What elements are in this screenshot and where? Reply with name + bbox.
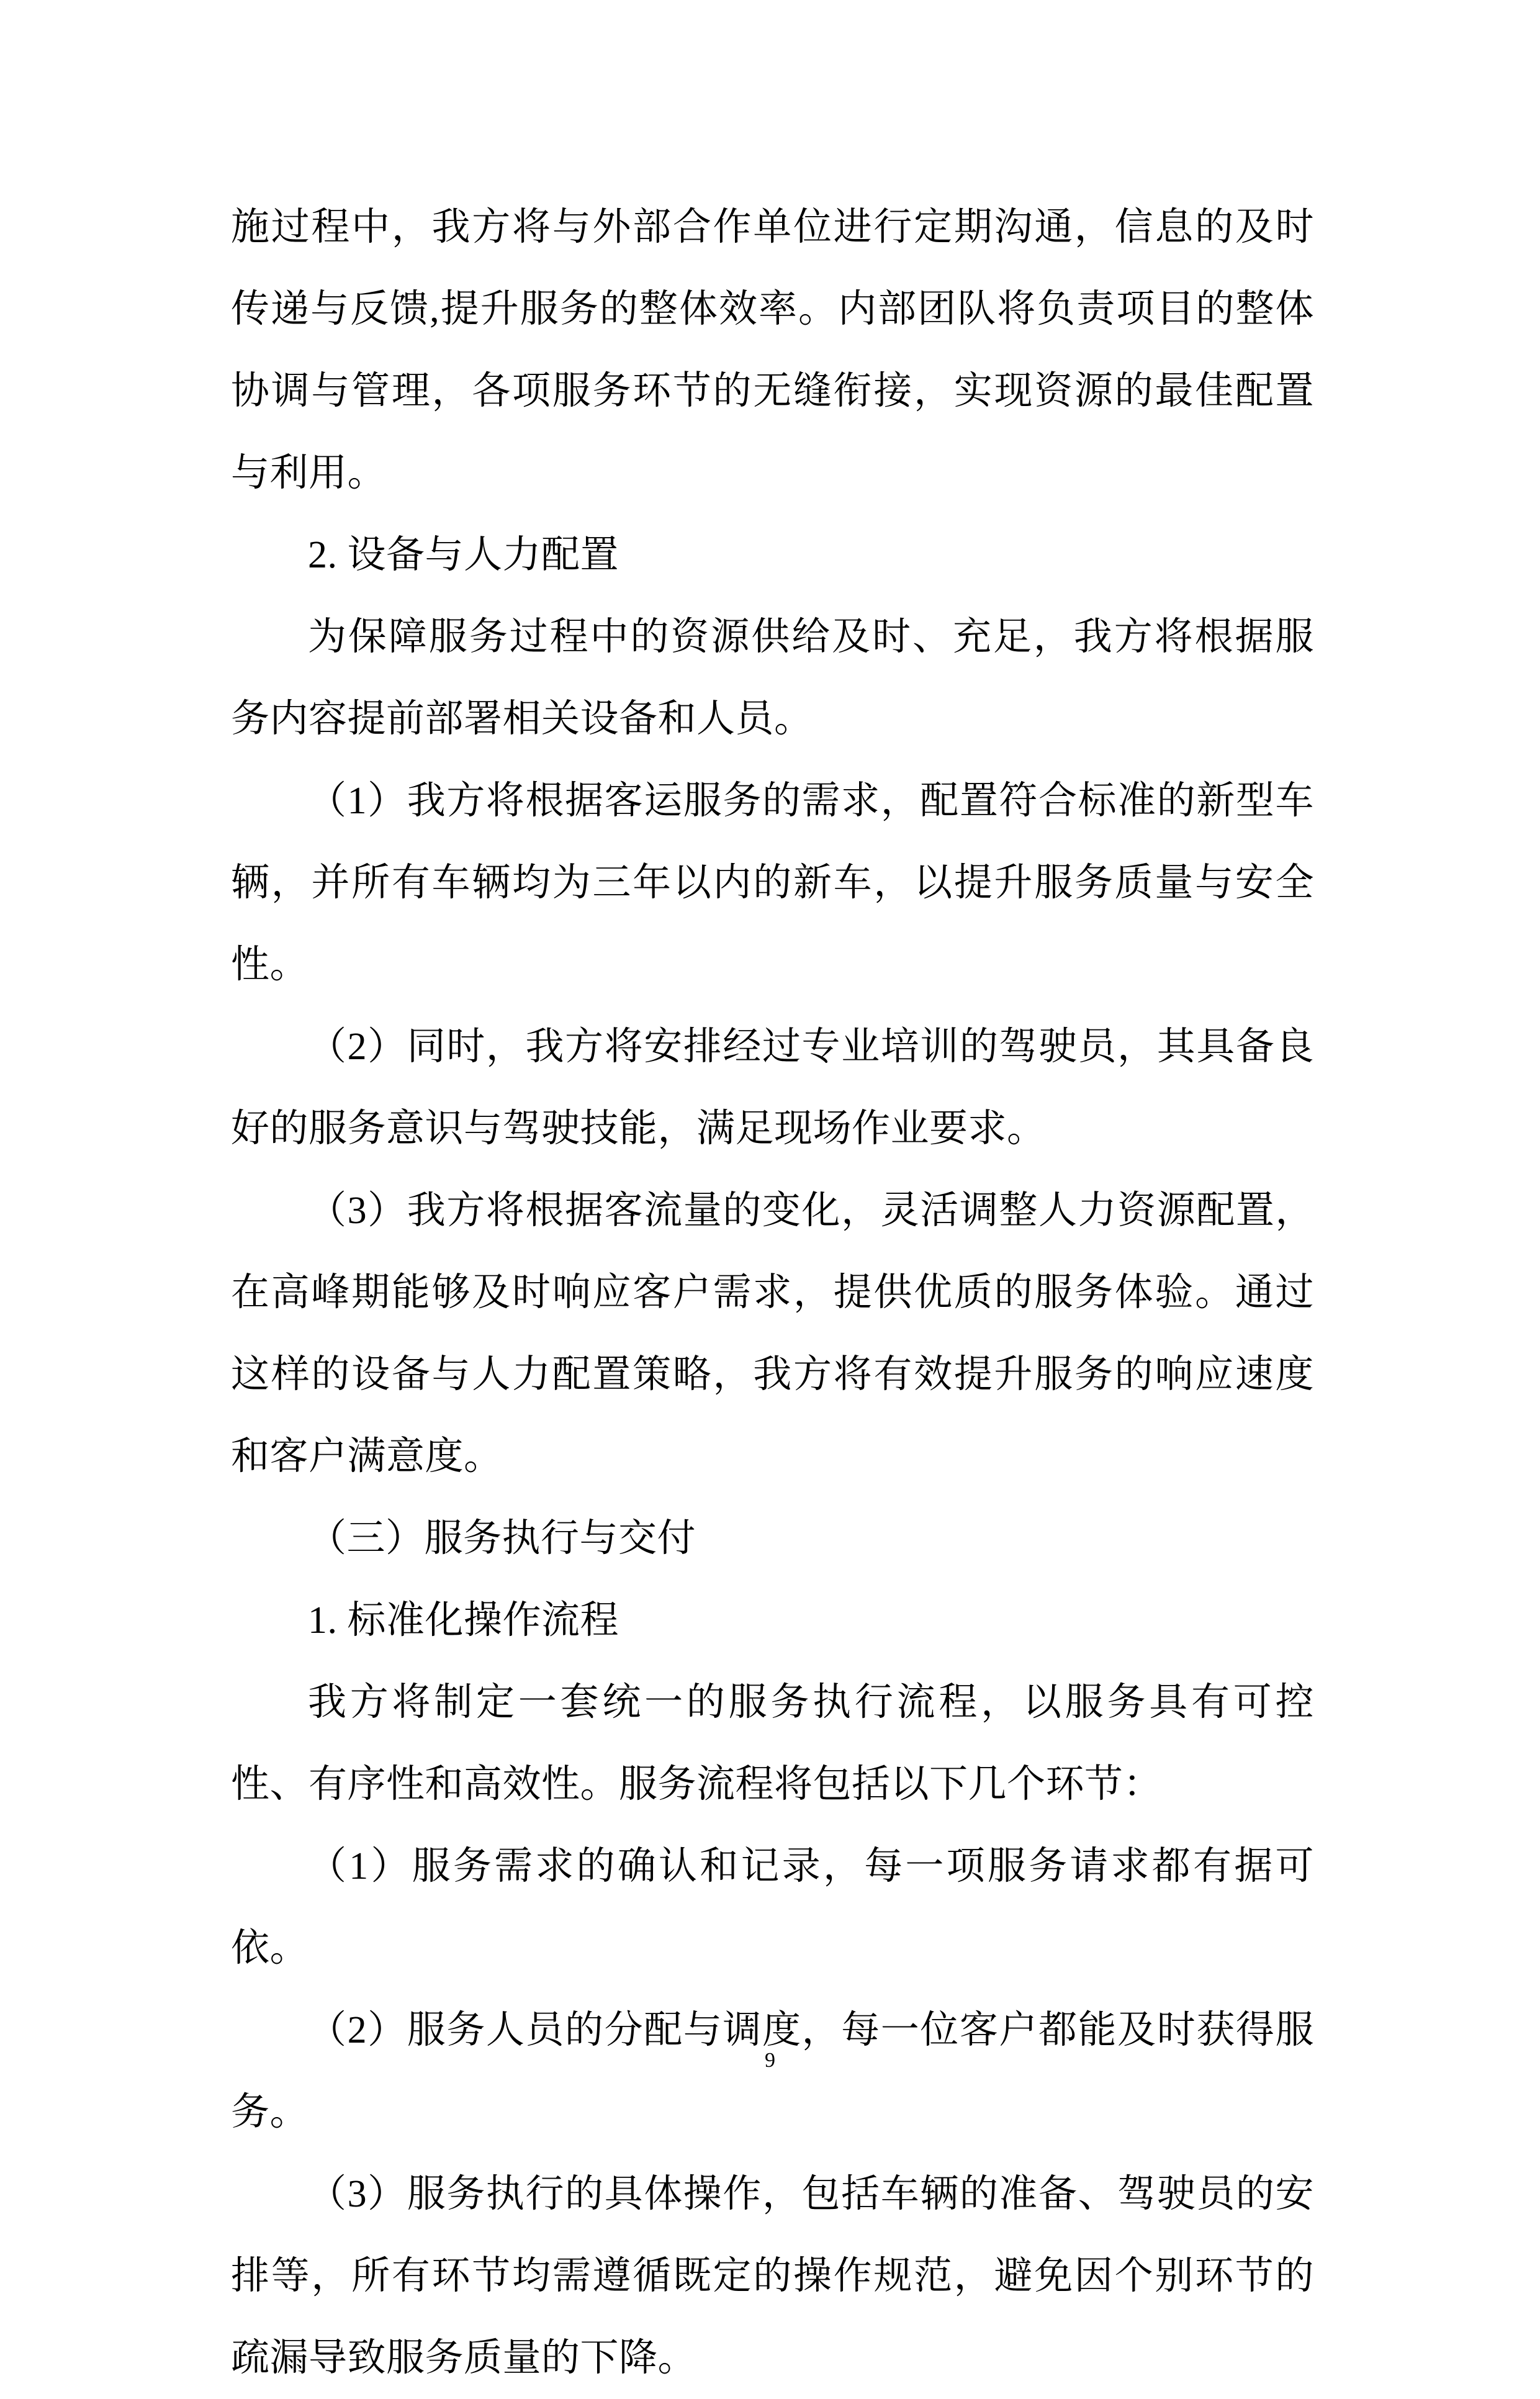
paragraph: 我方将制定一套统一的服务执行流程，以服务具有可控性、有序性和高效性。服务流程将包括以下几个环节： [231,1681,1314,1805]
paragraph: 1. 标准化操作流程 [308,1599,619,1642]
paragraph: 施过程中，我方将与外部合作单位进行定期沟通，信息的及时传递与反馈,提升服务的整体效率。内部团队将负责项目的整体协调与管理，各项服务环节的无缝衔接，实现资源的最佳配置与利用。 [231,206,1314,494]
paragraph: 2. 设备与人力配置 [308,534,619,576]
paragraph: （3）服务执行的具体操作，包括车辆的准备、驾驶员的安排等，所有环节均需遵循既定的操作规范，避免因个别环节的疏漏导致服务质量的下降。 [231,2173,1314,2379]
page-number: 9 [765,2049,775,2072]
paragraph: （3）我方将根据客流量的变化，灵活调整人力资源配置，在高峰期能够及时响应客户需求，提供优质的服务体验。通过这样的设备与人力配置策略，我方将有效提升服务的响应速度和客户满意度。 [231,1190,1314,1478]
paragraph: （2）服务人员的分配与调度，每一位客户都能及时获得服务。 [231,2009,1314,2133]
paragraph: （2）同时，我方将安排经过专业培训的驾驶员，其具备良好的服务意识与驾驶技能，满足现场作业要求。 [231,1026,1314,1150]
paragraph: 为保障服务过程中的资源供给及时、充足，我方将根据服务内容提前部署相关设备和人员。 [231,616,1314,740]
paragraph: （1）我方将根据客运服务的需求，配置符合标准的新型车辆，并所有车辆均为三年以内的新车，以提升服务质量与安全性。 [231,780,1314,986]
paragraph: （三）服务执行与交付 [308,1517,696,1560]
paragraph: （1）服务需求的确认和记录，每一项服务请求都有据可依。 [231,1845,1314,1969]
